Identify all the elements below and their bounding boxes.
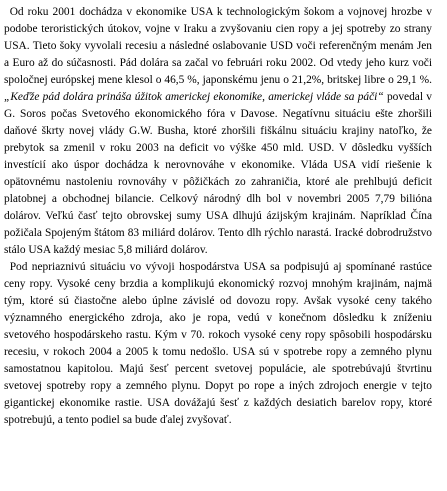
paragraph-economy-shocks [4,4,432,259]
paragraph-2-text: Pod nepriaznivú situáciu vo vývoji hospodárstva USA sa podpisujú aj spomínané rastúce ceny ropy. Vysoké ceny brzdia a komplikujú ekonomický rozvoj mnohým krajinám, najmä tým, ktoré sú čiastočne alebo úplne závislé od dovozu ropy. Avšak vysoké ceny takého významného energického zdroja, ako je ropa, vedú v konečnom dôsledku k zníženiu svetového hospodárskeho rastu. Kým v 70. rokoch vysoké ceny ropy spôsobili hospodársku recesiu, v rokoch 2004 a 2005 k tomu nedošlo. USA sú v spotrebe ropy a zemného plynu samostatnou kapitolou. Majú šesť percent svetovej populácie, ale spotrebúvajú štvrtinu svetovej spotreby ropy a zemného plynu. Dopyt po rope a iných zdrojoch energie v tejto gigantickej ekonomike rastie. USA dovážajú šesť z každých desiatich barelov ropy, ktoré spotrebujú, a tento podiel sa bude ďalej zvyšovať. [4,261,432,426]
paragraph-oil-prices [4,259,432,429]
document-page [4,4,432,491]
paragraph-1-text-end: povedal v G. Soros počas Svetového ekonomického fóra v Davose. Negatívnu situáciu ešte zhoršili daňové škrty novej vlády G.W. Busha, ktoré zhoršili fiškálnu situáciu krajiny natoľko, že prebytok sa zmenil v roku 2003 na deficit vo výške 450 mld. USD. V dôsledku vyšších investícií ako úspor dochádza k nerovnováhe v ekonomike. Vláda USA vidí riešenie k opätovnému nastoleniu rovnováhy v pôžičkách zo zahraničia, ktoré ale prehlbujú deficit platobnej a obchodnej bilancie. Celkový národný dlh bol v novembri 2005 7,79 bilióna dolárov. Veľkú časť tejto obrovskej sumy USA dlhujú ázijským krajinám. Napríklad Čína požičala Spojeným štátom 83 miliárd dolárov. Tento dlh rýchlo narastá. Iracké dobrodružstvo stálo USA každý mesiac 5,8 miliárd dolárov. [4,91,432,256]
soros-quote: „Keďže pád dolára prináša úžitok americkej ekonomike, americkej vláde sa páči“ [4,91,384,103]
paragraph-1-text-start: Od roku 2001 dochádza v ekonomike USA k technologickým šokom a vojnovej hrozbe v podobe teroristických útokov, vojne v Iraku a zvyšovaniu cien ropy a jej spotreby zo strany USA. Tieto šoky vyvolali recesiu a následné oslabovanie USD voči referenčným menám Jen a Euro až do súčasnosti. Pád dolára sa začal vo februári roku 2002. Od vtedy jeho kurz voči spoločnej európskej mene klesol o 46,5 %, japonskému jenu o 21,2%, britskej libre o 29,1 %. [4,6,432,86]
